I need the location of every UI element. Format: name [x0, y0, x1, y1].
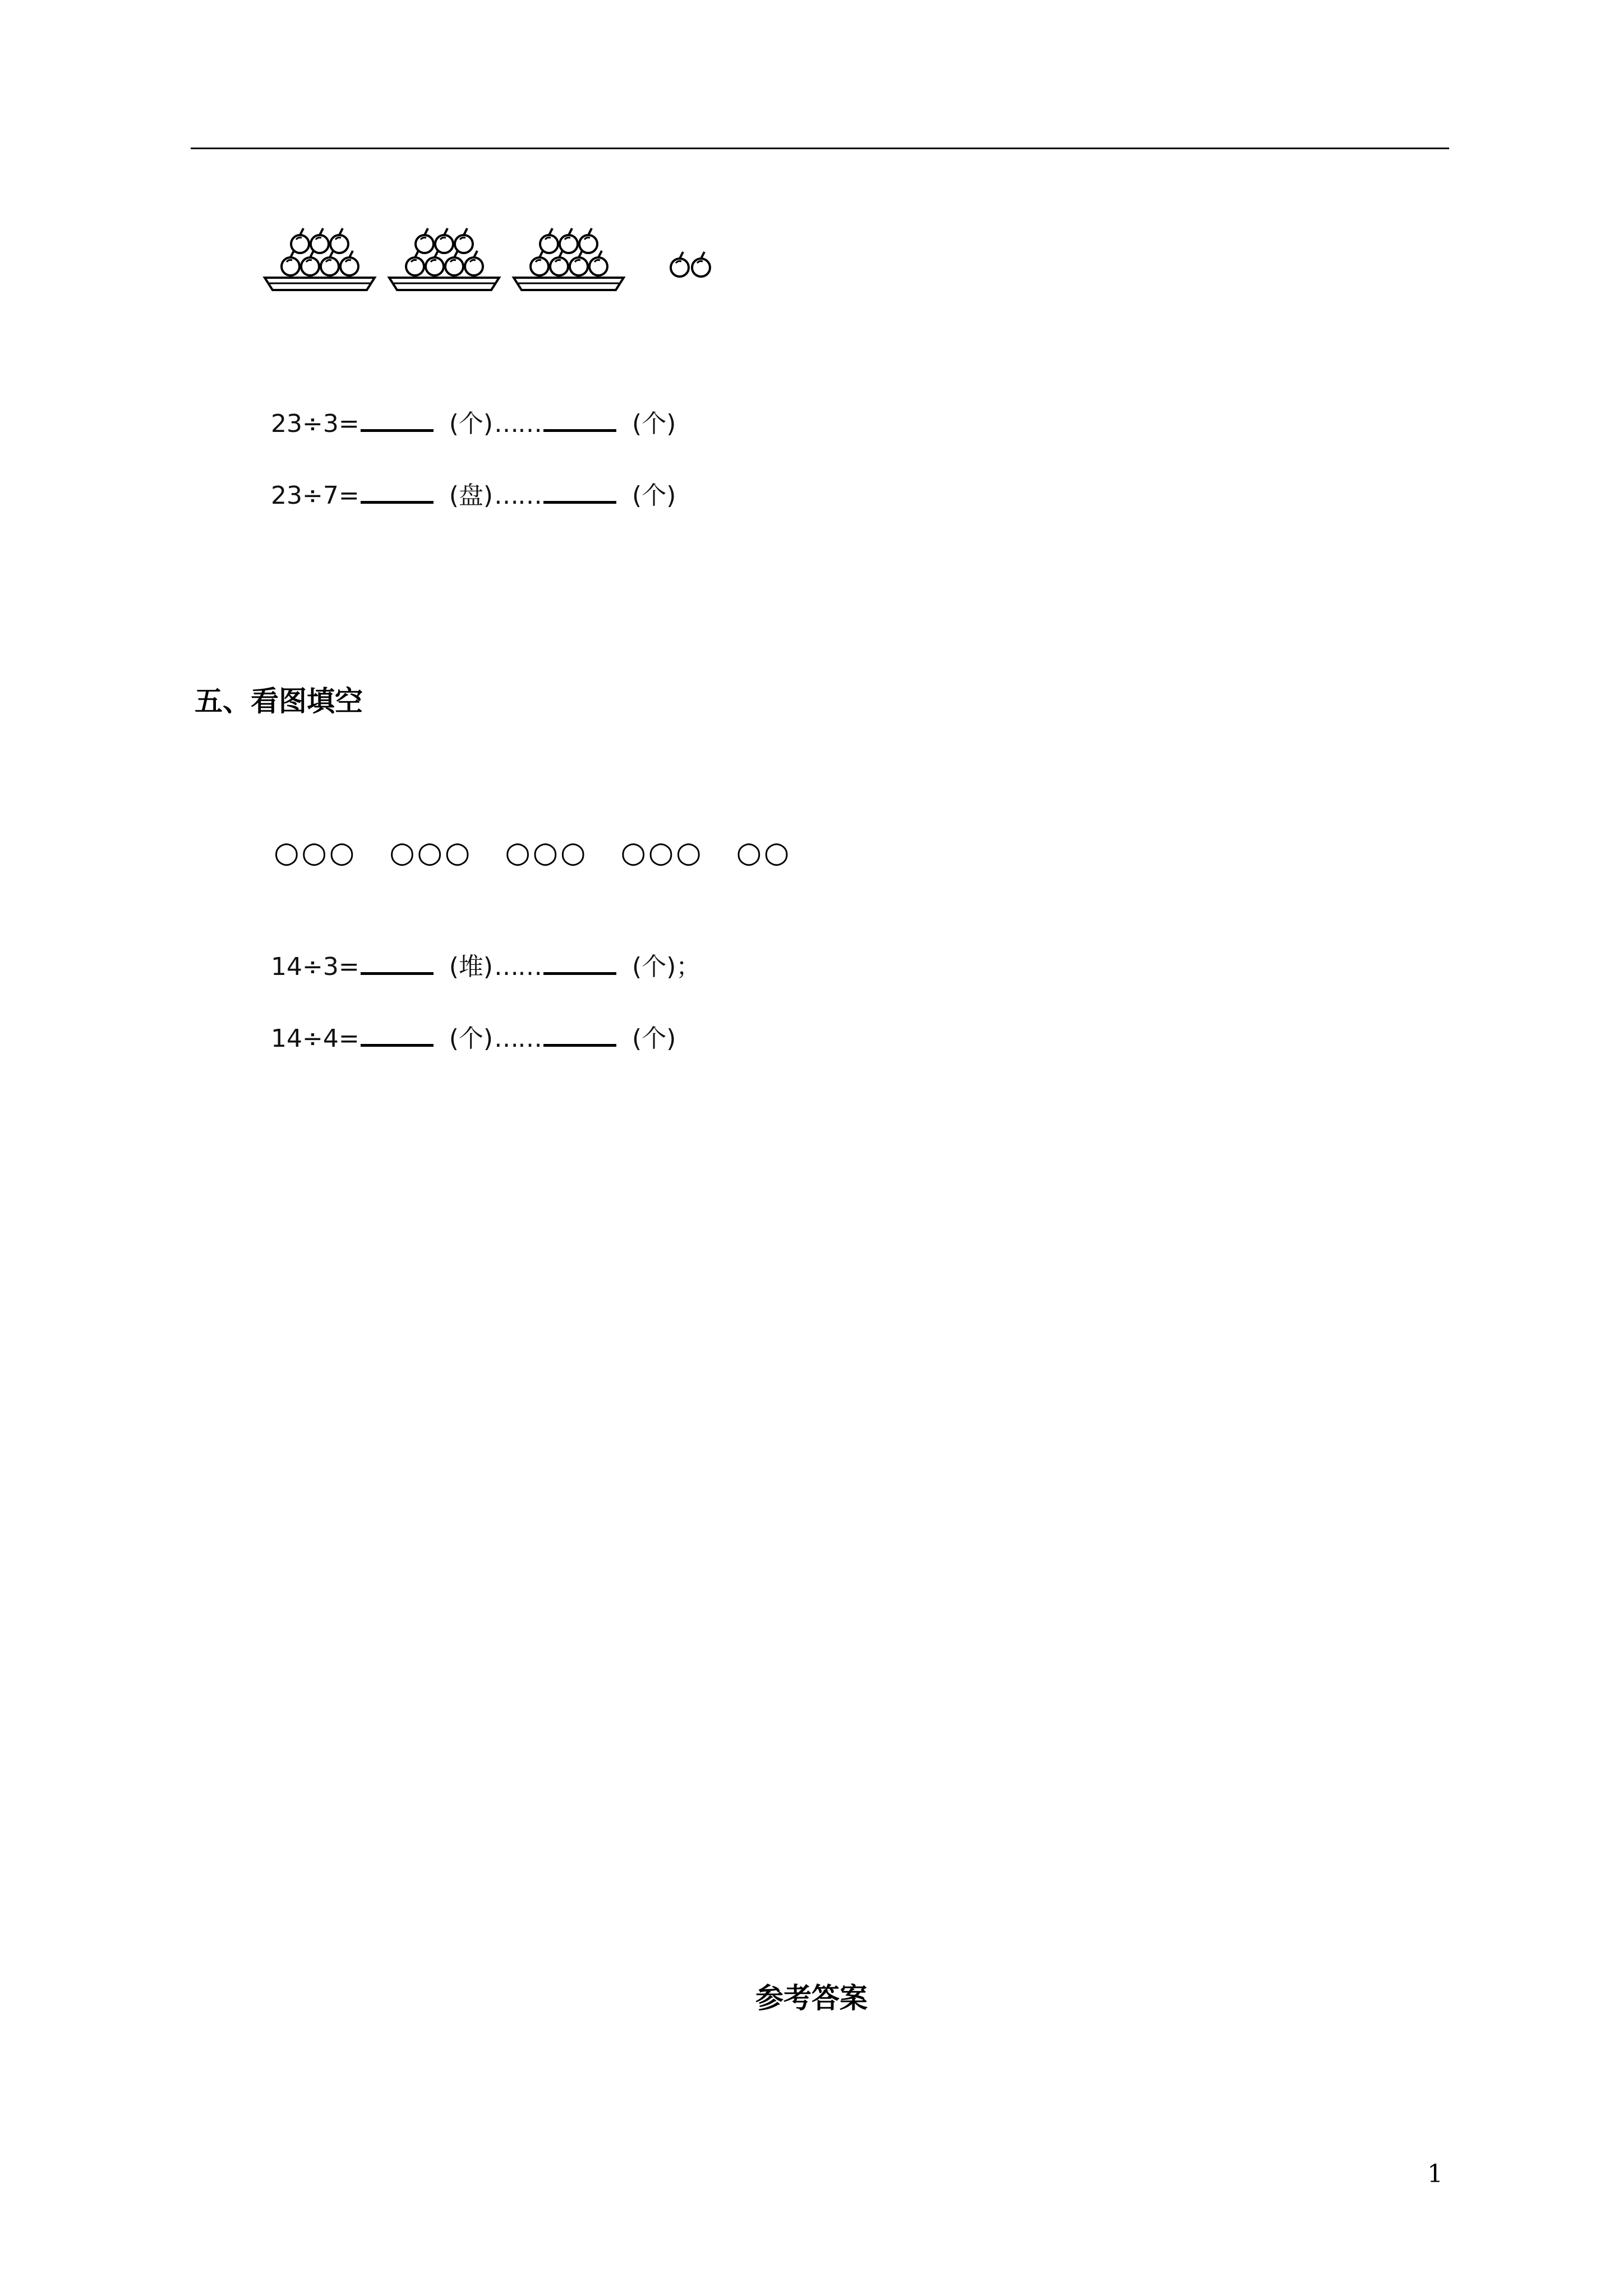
remainder-blank[interactable] — [543, 953, 616, 975]
unit-label: (盘) — [449, 481, 494, 510]
unit-label: (个) — [449, 409, 494, 438]
equation-expression: 23÷3= — [270, 409, 359, 438]
circles-figure — [255, 802, 824, 869]
circle-group: ○○○ — [505, 836, 588, 869]
unit-label: (个)； — [632, 953, 701, 981]
equation-line — [255, 375, 676, 439]
section-heading: 五、看图填空 — [195, 684, 363, 717]
plate-3 — [514, 228, 624, 290]
circle-group: ○○○ — [274, 836, 357, 869]
circle-group: ○○ — [736, 836, 792, 869]
equation-expression: 23÷7= — [270, 481, 359, 510]
answer-blank[interactable] — [361, 482, 434, 504]
remainder-dots: …… — [494, 1024, 542, 1053]
loose-apple-2 — [692, 252, 710, 277]
page-number: 1 — [1427, 2160, 1443, 2188]
remainder-blank[interactable] — [543, 410, 616, 432]
remainder-blank[interactable] — [543, 1025, 616, 1047]
remainder-blank[interactable] — [543, 482, 616, 504]
remainder-dots: …… — [494, 953, 542, 981]
unit-label: (个) — [632, 481, 676, 510]
equation-line — [255, 918, 700, 982]
plate-2 — [389, 228, 499, 290]
unit-label: (堆) — [449, 953, 494, 981]
equation-line — [255, 447, 676, 511]
circle-group: ○○○ — [389, 836, 473, 869]
unit-label: (个) — [632, 1024, 676, 1053]
unit-label: (个) — [632, 409, 676, 438]
equation-expression: 14÷4= — [270, 1024, 359, 1053]
answer-blank[interactable] — [361, 410, 434, 432]
answer-blank[interactable] — [361, 1025, 434, 1047]
unit-label: (个) — [449, 1024, 494, 1053]
answer-blank[interactable] — [361, 953, 434, 975]
remainder-dots: …… — [494, 481, 542, 510]
circle-group: ○○○ — [620, 836, 704, 869]
header-rule — [191, 148, 1449, 149]
apples-on-plates-figure — [258, 222, 729, 306]
equation-expression: 14÷3= — [270, 953, 359, 981]
loose-apple-1 — [671, 252, 689, 277]
plate-1 — [265, 228, 375, 290]
answer-heading: 参考答案 — [755, 1981, 868, 2014]
equation-line — [255, 990, 676, 1054]
remainder-dots: …… — [494, 409, 542, 438]
